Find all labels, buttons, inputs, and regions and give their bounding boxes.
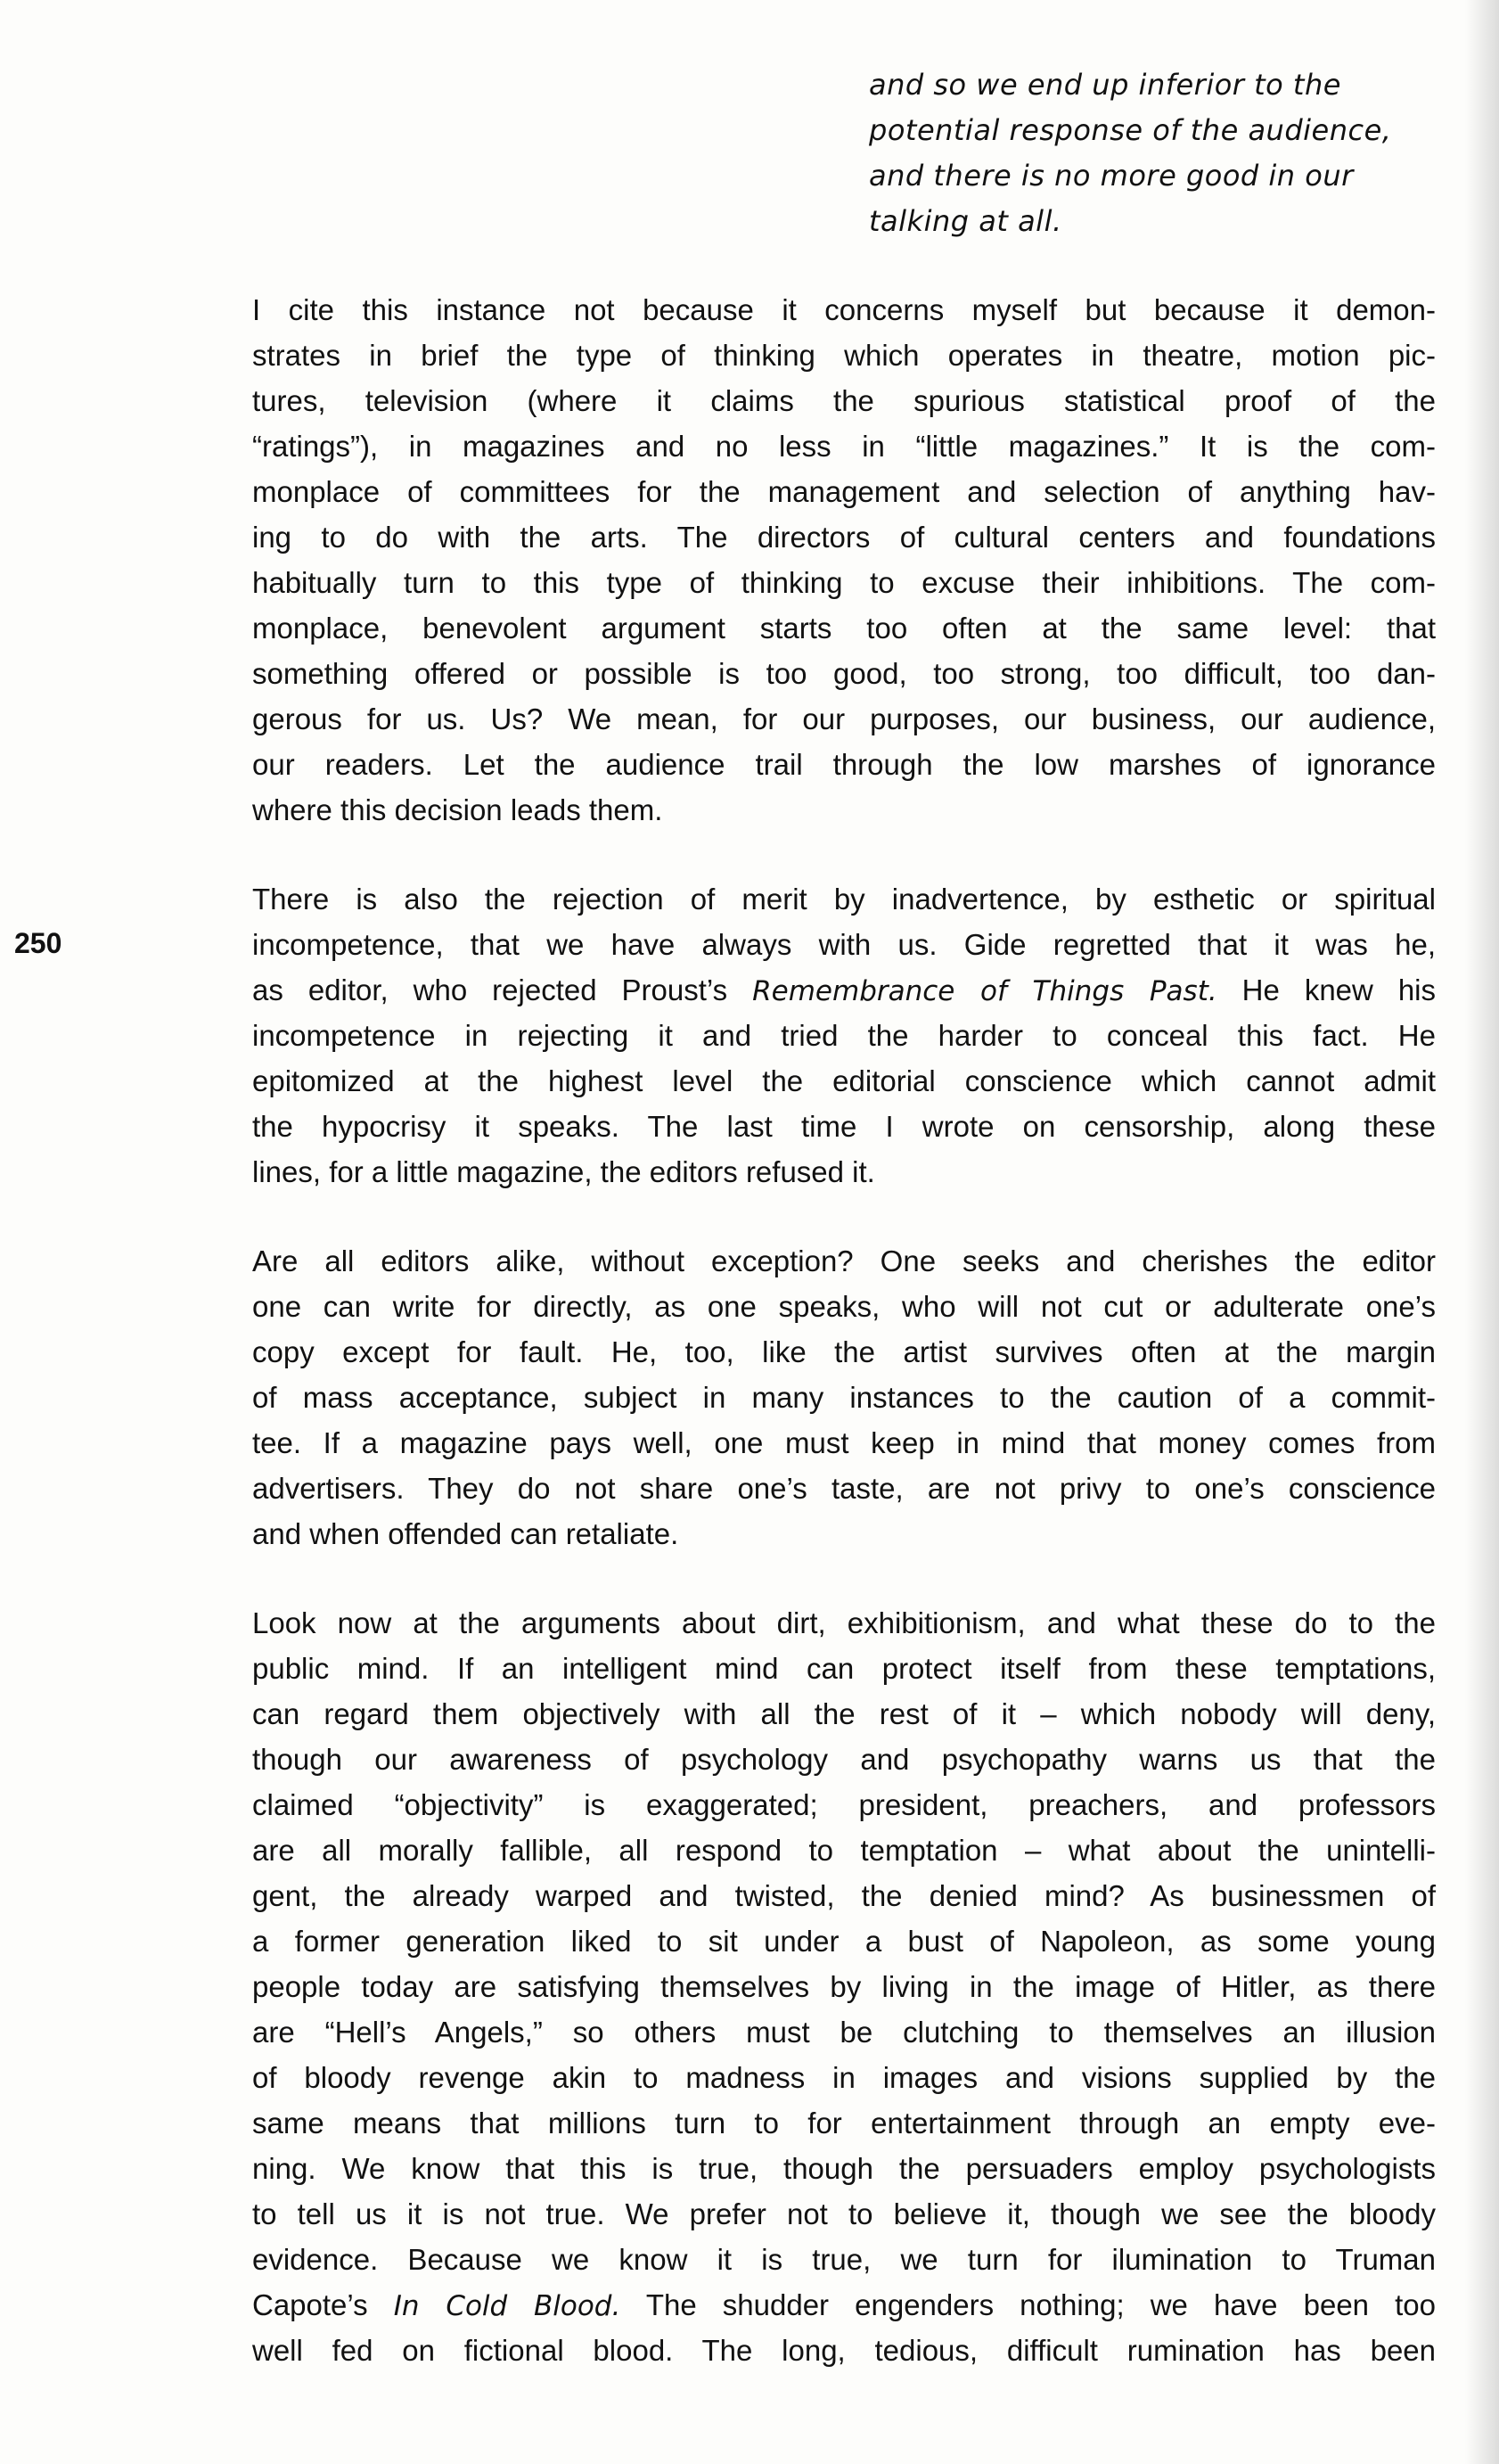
text-segment: of bloody revenge akin to madness in images and visions supplied by the	[252, 2061, 1436, 2094]
text-line	[252, 1375, 1436, 1420]
text-segment: Are all editors alike, without exception? One seeks and cherishes the editor	[252, 1244, 1436, 1277]
text-segment: people today are satisfying themselves by living in the image of Hitler, as there	[252, 1970, 1436, 2003]
text-segment: evidence. Because we know it is true, we turn for ilumination to Truman	[252, 2243, 1436, 2276]
text-segment: advertisers. They do not share one’s taste, are not privy to one’s conscience	[252, 1472, 1436, 1505]
text-line	[252, 1827, 1436, 1873]
text-line	[252, 1104, 1436, 1149]
body-text	[252, 287, 1436, 2417]
epigraph-line: and there is no more good in our	[869, 159, 1354, 193]
text-line	[252, 1058, 1436, 1104]
paragraph	[252, 1238, 1436, 1556]
text-line	[252, 2055, 1436, 2100]
text-segment: are “Hell’s Angels,” so others must be clutching to themselves an illusion	[252, 2016, 1436, 2049]
text-line	[252, 1329, 1436, 1375]
text-segment: and when offended can retaliate.	[252, 1517, 679, 1550]
text-segment: Look now at the arguments about dirt, exhibitionism, and what these do to the	[252, 1606, 1436, 1639]
text-line	[252, 1013, 1436, 1058]
text-line	[252, 1646, 1436, 1691]
text-segment: as editor, who rejected Proust’s	[252, 973, 753, 1006]
text-line	[252, 876, 1436, 922]
text-line	[252, 2328, 1436, 2373]
text-line	[252, 333, 1436, 378]
text-line	[252, 1782, 1436, 1827]
book-title: Remembrance of Things Past.	[752, 975, 1217, 1007]
epigraph-quote	[869, 62, 1413, 244]
text-segment: tures, television (where it claims the spurious statistical proof of the	[252, 384, 1436, 417]
text-line	[252, 1964, 1436, 2009]
text-line	[252, 1600, 1436, 1646]
text-segment: tee. If a magazine pays well, one must keep in mind that money comes from	[252, 1426, 1436, 1459]
text-line	[252, 2146, 1436, 2191]
text-segment: to tell us it is not true. We prefer not to believe it, though we see the bloody	[252, 2197, 1436, 2230]
text-segment: There is also the rejection of merit by inadvertence, by esthetic or spiritual	[252, 883, 1436, 916]
paragraph	[252, 287, 1436, 833]
epigraph-line: potential response of the audience,	[869, 113, 1392, 147]
text-segment: the hypocrisy it speaks. The last time I wrote on censorship, along these	[252, 1110, 1436, 1143]
text-segment: habitually turn to this type of thinking to excuse their inhibitions. The com-	[252, 566, 1436, 599]
text-segment: claimed “objectivity” is exaggerated; president, preachers, and professors	[252, 1788, 1436, 1821]
text-segment: “ratings”), in magazines and no less in “little magazines.” It is the com-	[252, 430, 1436, 463]
text-line	[252, 1511, 1436, 1556]
text-line	[252, 2191, 1436, 2237]
text-line	[252, 1918, 1436, 1964]
text-line	[252, 1737, 1436, 1782]
text-line	[252, 2100, 1436, 2146]
text-segment: a former generation liked to sit under a bust of Napoleon, as some young	[252, 1925, 1436, 1958]
text-line	[252, 967, 1436, 1013]
text-segment: I cite this instance not because it concerns myself but because it demon-	[252, 293, 1436, 326]
text-line	[252, 287, 1436, 333]
text-line	[252, 1238, 1436, 1284]
text-line	[252, 787, 1436, 833]
text-line	[252, 1149, 1436, 1195]
text-line	[252, 1691, 1436, 1737]
epigraph-line: talking at all.	[869, 204, 1062, 238]
text-line	[252, 2282, 1436, 2328]
text-segment: though our awareness of psychology and psychopathy warns us that the	[252, 1743, 1436, 1776]
text-line	[252, 922, 1436, 967]
text-segment: He knew his	[1216, 973, 1437, 1006]
text-segment: monplace, benevolent argument starts too often at the same level: that	[252, 612, 1436, 645]
text-line	[252, 2009, 1436, 2055]
text-segment: can regard them objectively with all the rest of it – which nobody will deny,	[252, 1697, 1436, 1730]
text-segment: copy except for fault. He, too, like the artist survives often at the margin	[252, 1335, 1436, 1368]
text-segment: monplace of committees for the management and selection of anything hav-	[252, 475, 1436, 508]
text-segment: where this decision leads them.	[252, 793, 663, 826]
text-line	[252, 423, 1436, 469]
text-segment: incompetence in rejecting it and tried the harder to conceal this fact. He	[252, 1019, 1436, 1052]
text-segment: epitomized at the highest level the editorial conscience which cannot admit	[252, 1064, 1436, 1097]
text-segment: gent, the already warped and twisted, the denied mind? As businessmen of	[252, 1879, 1436, 1912]
text-segment: ing to do with the arts. The directors of cultural centers and foundations	[252, 521, 1436, 554]
text-line	[252, 378, 1436, 423]
text-segment: same means that millions turn to for entertainment through an empty eve-	[252, 2107, 1436, 2140]
text-segment: incompetence, that we have always with us. Gide regretted that it was he,	[252, 928, 1436, 961]
text-line	[252, 560, 1436, 605]
text-line	[252, 696, 1436, 742]
text-line	[252, 1420, 1436, 1466]
text-segment: The shudder engenders nothing; we have been too	[620, 2288, 1437, 2321]
text-line	[252, 469, 1436, 514]
text-segment: lines, for a little magazine, the editors refused it.	[252, 1155, 875, 1188]
page-number: 250	[14, 927, 62, 959]
text-line	[252, 651, 1436, 696]
text-line	[252, 605, 1436, 651]
text-segment: our readers. Let the audience trail through the low marshes of ignorance	[252, 748, 1436, 781]
text-line	[252, 742, 1436, 787]
text-segment: something offered or possible is too good, too strong, too difficult, too dan-	[252, 657, 1436, 690]
text-segment: well fed on fictional blood. The long, tedious, difficult rumination has been	[252, 2334, 1436, 2367]
text-segment: strates in brief the type of thinking which operates in theatre, motion pic-	[252, 339, 1436, 372]
text-segment: of mass acceptance, subject in many instances to the caution of a commit-	[252, 1381, 1436, 1414]
text-line	[252, 2237, 1436, 2282]
text-line	[252, 1284, 1436, 1329]
text-segment: Capote’s	[252, 2288, 394, 2321]
book-title: In Cold Blood.	[393, 2290, 621, 2322]
text-line	[252, 1466, 1436, 1511]
text-line	[252, 1873, 1436, 1918]
text-segment: ning. We know that this is true, though the persuaders employ psychologists	[252, 2152, 1436, 2185]
paragraph	[252, 876, 1436, 1195]
text-line	[252, 514, 1436, 560]
epigraph-line: and so we end up inferior to the	[869, 68, 1341, 102]
text-segment: public mind. If an intelligent mind can protect itself from these temptations,	[252, 1652, 1436, 1685]
page-edge-shadow	[1465, 0, 1499, 2464]
text-segment: are all morally fallible, all respond to temptation – what about the unintelli-	[252, 1834, 1436, 1867]
text-segment: gerous for us. Us? We mean, for our purposes, our business, our audience,	[252, 702, 1436, 735]
paragraph	[252, 1600, 1436, 2373]
text-segment: one can write for directly, as one speaks, who will not cut or adulterate one’s	[252, 1290, 1436, 1323]
